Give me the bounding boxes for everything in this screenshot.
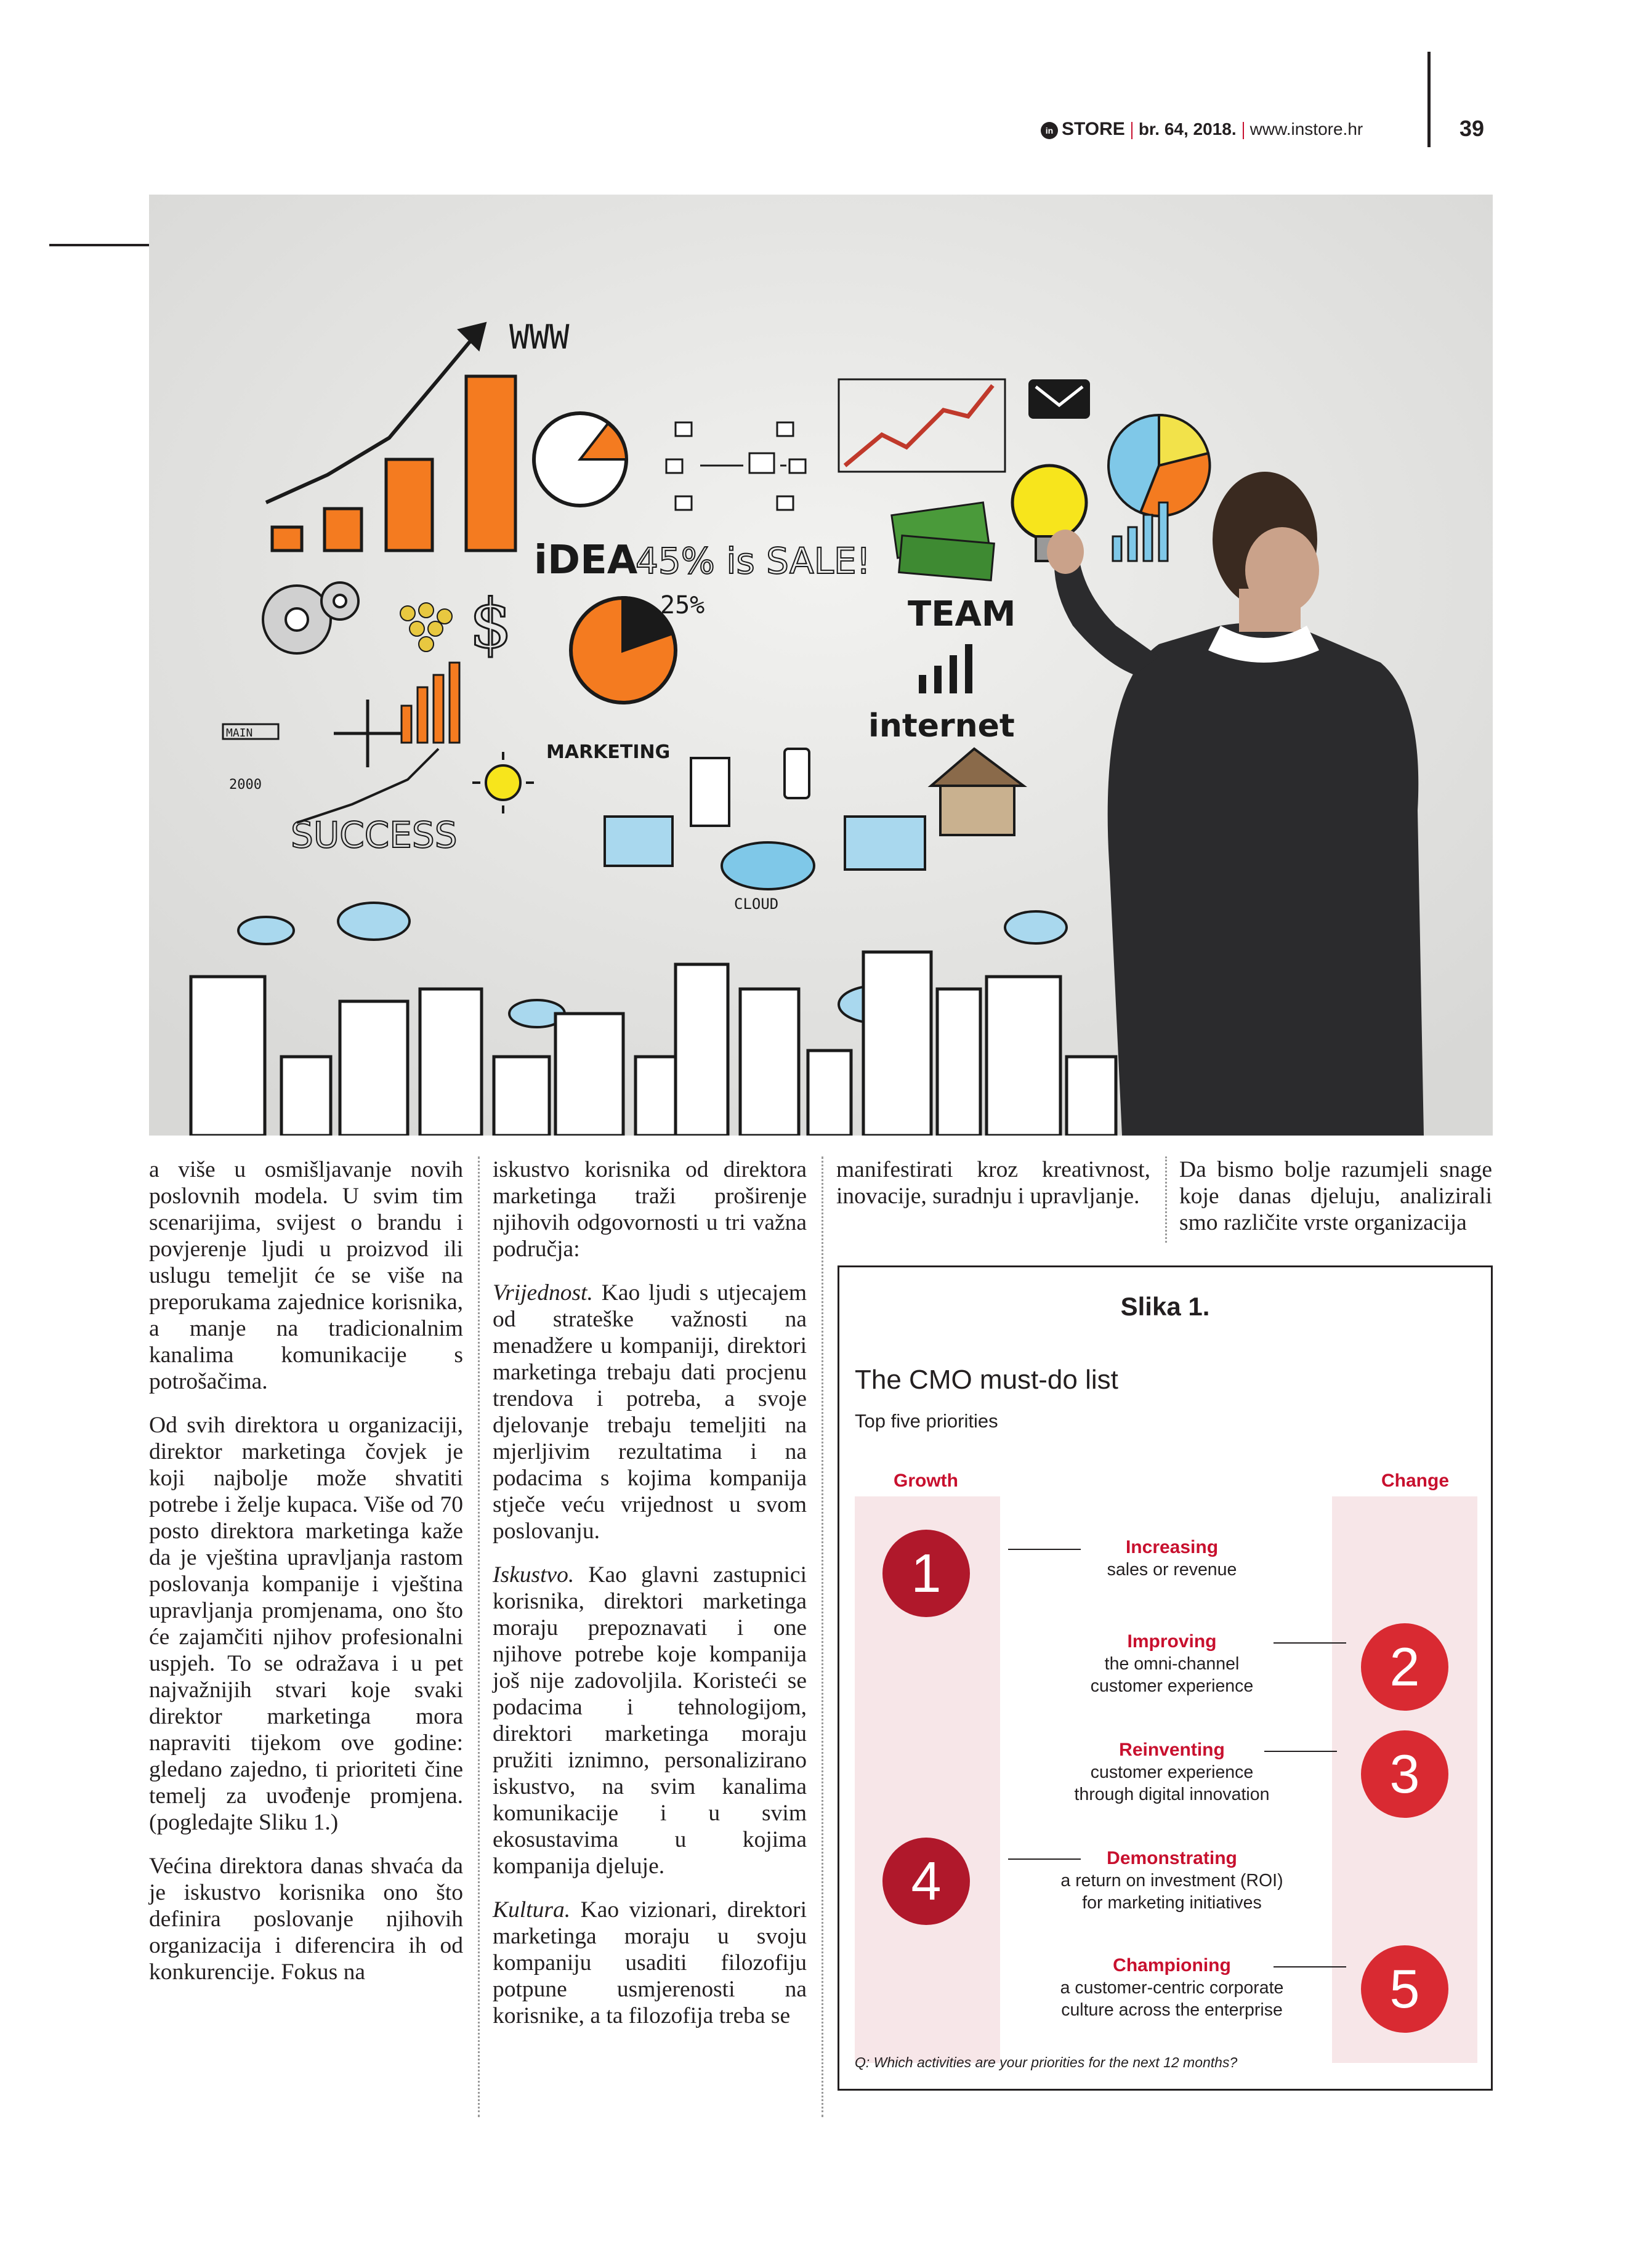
priority-item-2 — [1024, 1631, 1320, 1697]
instore-logo-icon: in — [1041, 122, 1058, 139]
dollar-icon: $ — [469, 584, 512, 663]
article-column-3 — [836, 1156, 1150, 1227]
paragraph — [493, 1897, 807, 2029]
priority-number-3: 3 — [1361, 1730, 1448, 1818]
priority-number-2: 2 — [1361, 1623, 1448, 1711]
colored-pie-sketch — [1108, 415, 1209, 516]
priority-item-3 — [1024, 1739, 1320, 1806]
growth-label: Growth — [894, 1471, 958, 1491]
website-link[interactable]: www.instore.hr — [1249, 119, 1363, 139]
paragraph: Od svih direktora u organizaciji, direktor marketinga čovjek je koji najbolje može shvatiti potrebe i želje kupaca. Više od 70 posto direktora marketinga kaže da je vještina upravljanja rastom poslovanja kompanije i vještina upravljanja promjenama, ono što će zajamčiti njihov profesionalni uspjeh. To se odražava i u pet najvažnijih stvari koje svaki direktor marketinga mora napraviti tijekom ove godine: gledano zajedno, ti prioriteti čine temelj za uvođenje promjena. (pogledajte Sliku 1.) — [149, 1413, 463, 1835]
paragraph — [493, 1562, 807, 1879]
priority-title: Improving — [1127, 1631, 1217, 1652]
sketch-label-main: MAIN — [226, 727, 253, 740]
paragraph-text: Kao glavni zastupnici korisnika, direktori marketinga moraju prepoznavati i one njihove potrebe koje kompanija još nije zadovoljila. Koristeći se podacima i tehnologijom, direktori marketinga moraju pružiti iznimno, personalizirano iskustvo, na svim kanalima komunikacije i u svim ekosustavima u kojima kompanija djeluje. — [493, 1562, 807, 1879]
header-divider — [1243, 122, 1244, 139]
paragraph: iskustvo korisnika od direktora marketinga traži proširenje njihovih odgovornosti u tri važna područja: — [493, 1157, 807, 1262]
priority-title: Reinventing — [1119, 1740, 1225, 1760]
priority-line: the omni-channel — [1104, 1654, 1240, 1674]
sketch-label-internet: internet — [868, 708, 1015, 745]
priority-item-5 — [1024, 1955, 1320, 2021]
cloud-icon — [722, 842, 814, 889]
priority-line: customer experience — [1090, 1676, 1254, 1696]
priority-line: culture across the enterprise — [1061, 2000, 1283, 2020]
priority-item-1 — [1024, 1536, 1320, 1581]
sketch-label-sale: 45% is SALE! — [636, 540, 871, 582]
issue-number: br. 64, 2018. — [1138, 119, 1237, 139]
article-photo — [149, 195, 1493, 1136]
business-sketch-illustration — [149, 195, 1493, 1136]
priority-number-5: 5 — [1361, 1945, 1448, 2033]
sketch-label-idea: iDEA — [534, 538, 638, 583]
priority-line: for marketing initiatives — [1082, 1893, 1262, 1913]
sketch-label-marketing: MARKETING — [546, 741, 671, 763]
priority-line: through digital innovation — [1074, 1785, 1270, 1804]
page-header — [1041, 117, 1363, 142]
figure-subheading: Top five priorities — [855, 1410, 998, 1432]
column-divider — [822, 1156, 823, 2117]
paragraph: Većina direktora danas shvaća da je iskustvo korisnika ono što definira poslovanje njihovih organizacija i diferencira ih od konkurencije. Fokus na — [149, 1854, 463, 1985]
paragraph: manifestirati kroz kreativnost, inovacije, suradnju i upravljanje. — [836, 1157, 1150, 1209]
figure-cmo-list — [838, 1265, 1493, 2091]
brand-name: STORE — [1062, 119, 1125, 139]
sketch-label-www: WWW — [509, 318, 570, 357]
header-divider — [1131, 122, 1132, 139]
priority-line: a return on investment (ROI) — [1060, 1871, 1283, 1891]
sketch-label-price: 2000 — [229, 777, 262, 793]
sketch-label-success: SUCCESS — [291, 814, 458, 856]
term-experience: Iskustvo. — [493, 1562, 575, 1588]
term-value: Vrijednost. — [493, 1280, 593, 1306]
sketch-label-team: TEAM — [908, 594, 1016, 634]
article-column-1 — [149, 1156, 463, 2003]
figure-question: Q: Which activities are your priorities for the next 12 months? — [855, 2054, 1238, 2070]
paragraph: Da bismo bolje razumjeli snage koje danas djeluju, analizirali smo različite vrste organizacija — [1179, 1157, 1492, 1235]
paragraph-text: Kao ljudi s utjecajem od strateške važnosti na menadžere u kompaniji, direktori marketinga trebaju dati procjenu trendova i potreba, a svoje djelovanje trebaju temeljiti na mjerljivim rezultatima i na podacima s kojima kompanija stječe veću vrijednost u svom poslovanju. — [493, 1280, 807, 1544]
change-label: Change — [1381, 1471, 1450, 1491]
priority-title: Championing — [1113, 1955, 1231, 1975]
priority-title: Increasing — [1125, 1537, 1219, 1557]
sketch-label-percent: 25% — [660, 591, 705, 619]
priority-number-4: 4 — [882, 1838, 970, 1925]
priority-number-1: 1 — [882, 1530, 970, 1617]
term-culture: Kultura. — [493, 1897, 571, 1923]
priority-line: a customer-centric corporate — [1060, 1978, 1284, 1998]
figure-heading: The CMO must-do list — [855, 1365, 1118, 1395]
figure-label: Slika 1. — [1120, 1292, 1210, 1321]
pie-sketch-white — [534, 413, 626, 506]
article-column-4 — [1179, 1156, 1492, 1253]
paragraph: a više u osmišljavanje novih poslovnih modela. U svim tim scenarijima, svijest o brandu i povjerenje ljudi u proizvod ili uslugu temeljit će se više na preporukama zajednice korisnika, a manje na tradicionalnim kanalima komunikacije s potrošačima. — [149, 1157, 463, 1394]
priority-title: Demonstrating — [1107, 1848, 1237, 1868]
money-sketch — [892, 502, 994, 581]
article-column-2 — [493, 1156, 807, 2046]
column-divider — [478, 1156, 480, 2117]
priority-line: customer experience — [1090, 1762, 1254, 1782]
left-rule — [49, 244, 149, 246]
paragraph-text: Kao vizionari, direktori marketinga moraju u svoju kompaniju usaditi filozofiju potpune usmjerenosti na korisnike, a ta filozofija treba se — [493, 1897, 807, 2028]
header-vertical-rule — [1427, 52, 1431, 147]
sketch-label-cloud: CLOUD — [734, 895, 779, 913]
mail-icon — [1028, 379, 1090, 419]
column-divider — [1165, 1156, 1167, 1243]
page-number: 39 — [1459, 116, 1485, 141]
paragraph — [493, 1280, 807, 1544]
priority-item-4 — [1024, 1847, 1320, 1914]
priority-line: sales or revenue — [1107, 1560, 1237, 1580]
